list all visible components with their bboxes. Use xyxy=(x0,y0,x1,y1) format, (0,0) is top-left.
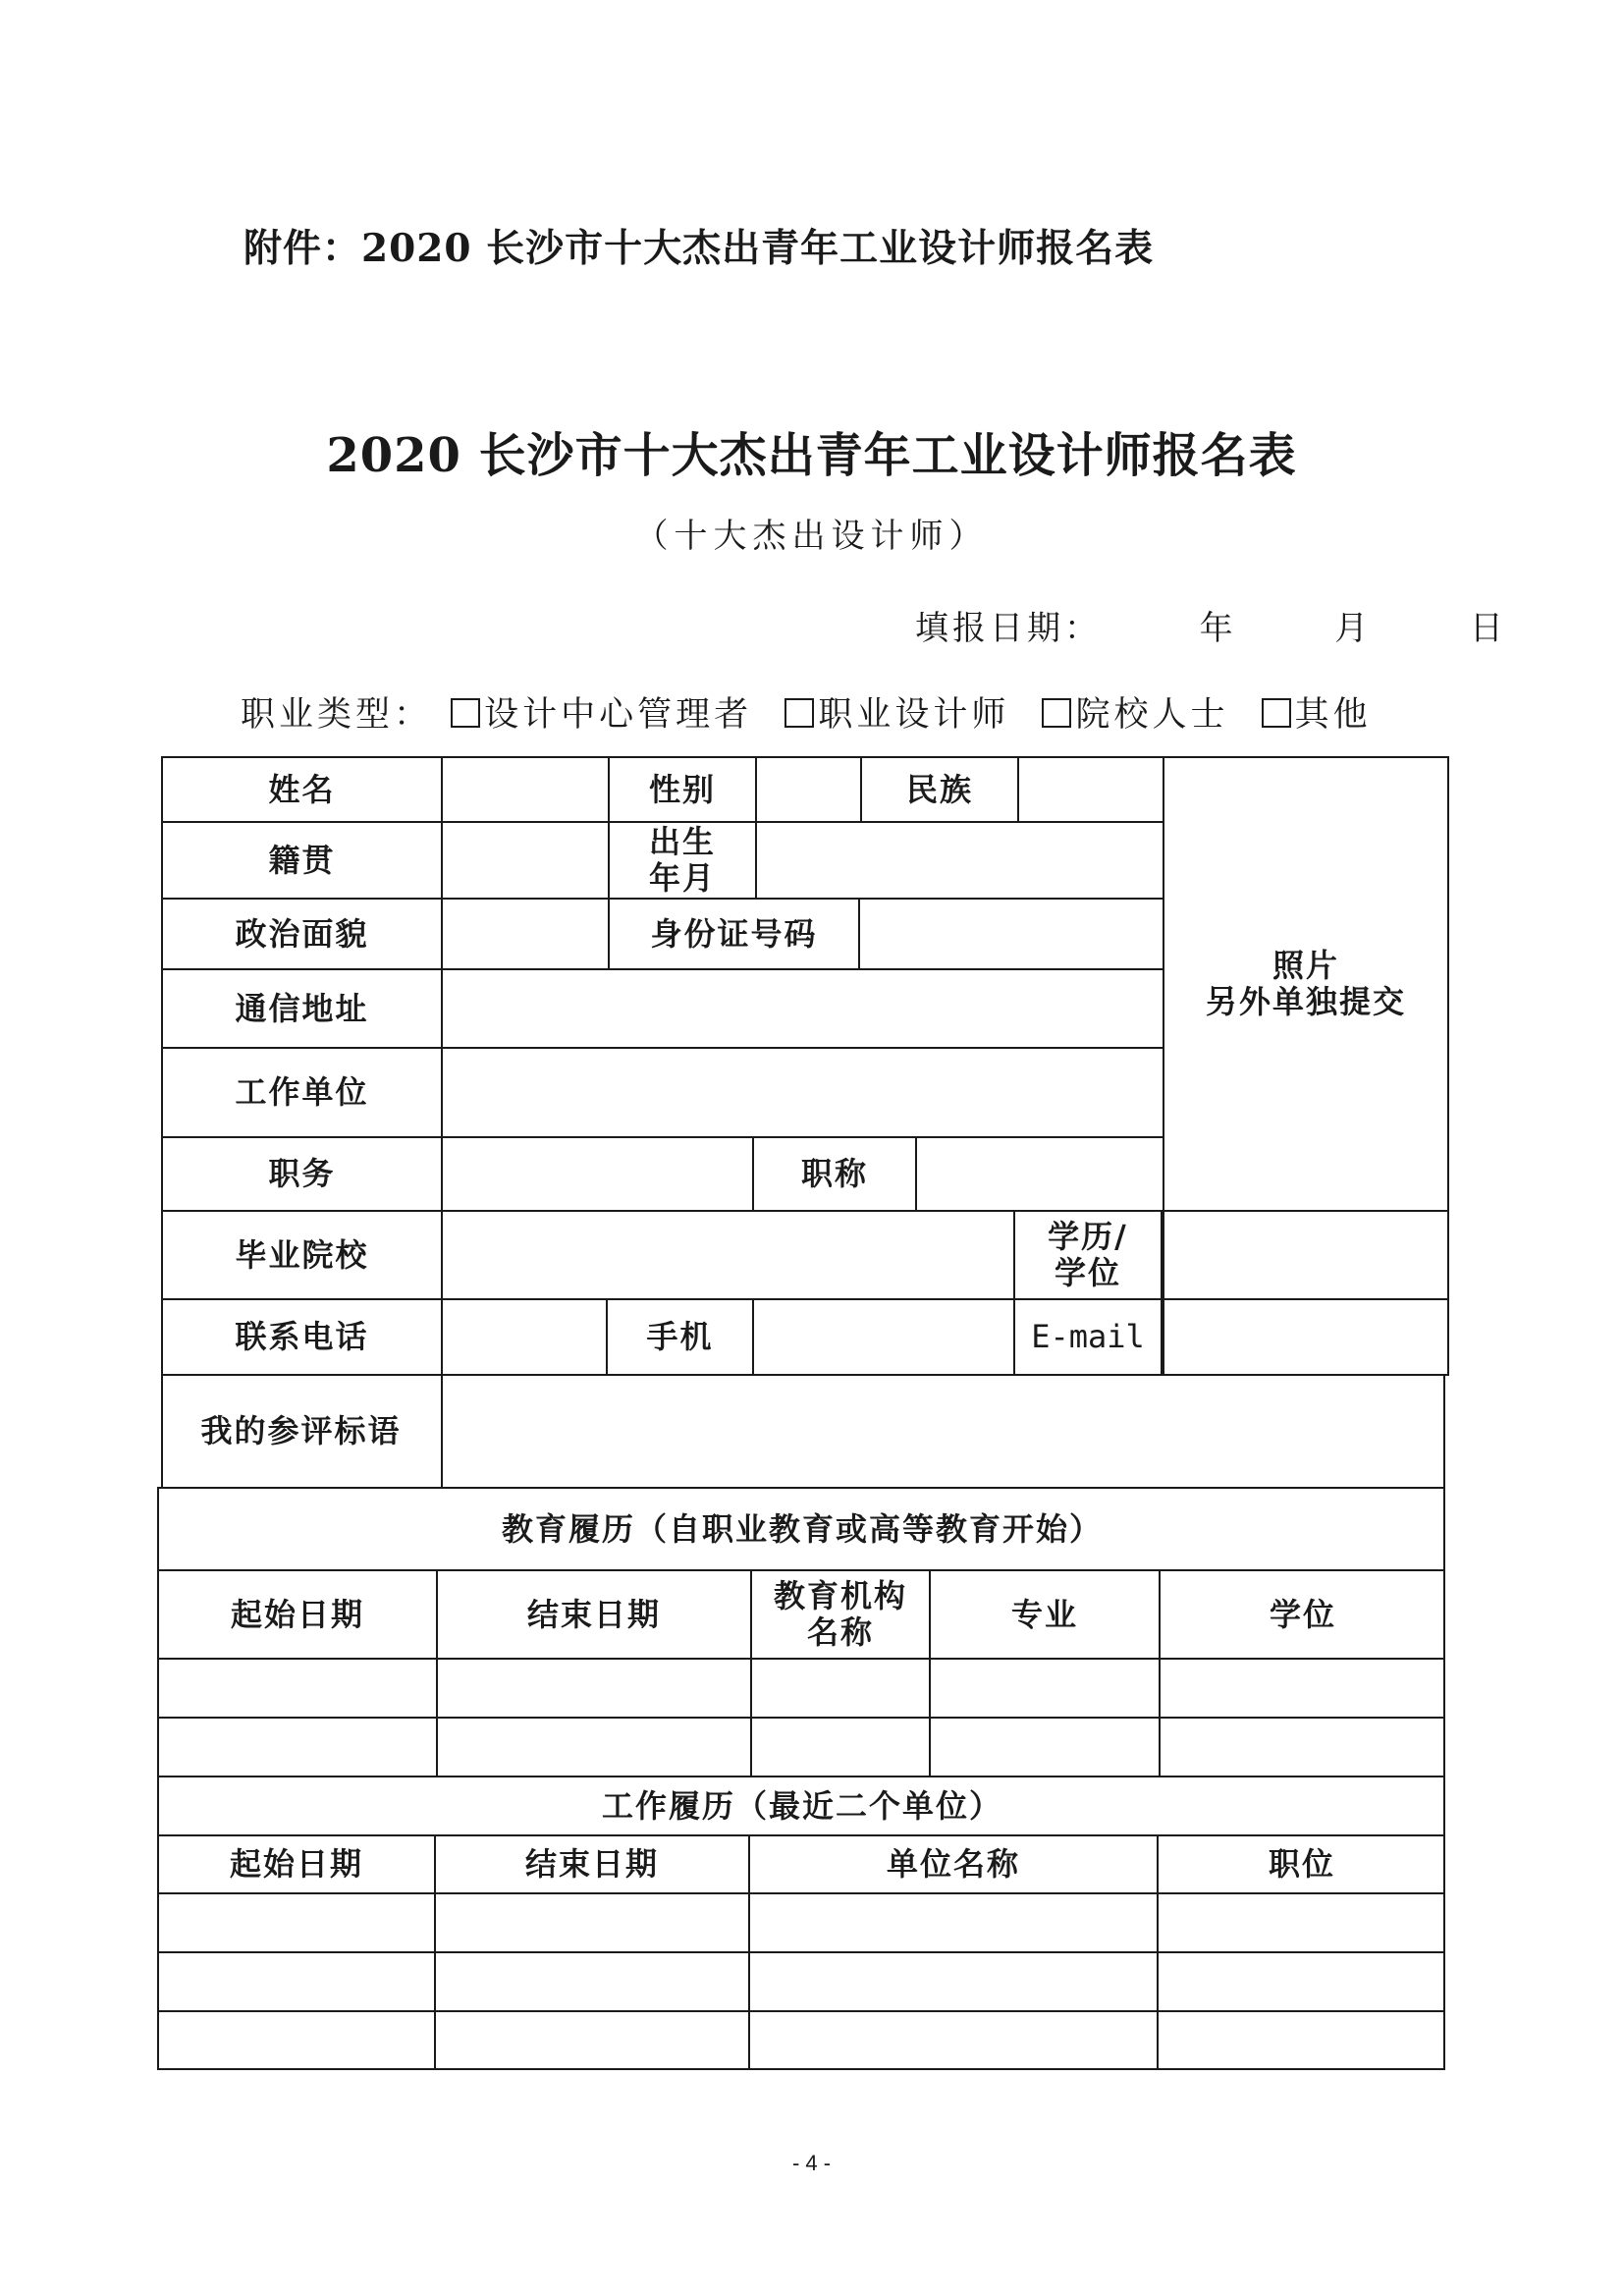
work-company-header: 单位名称 xyxy=(886,1845,1020,1884)
work-row-3[interactable] xyxy=(159,2012,1445,2068)
ethnicity-input[interactable] xyxy=(1019,758,1163,821)
edu-institution-header: 教育机构 名称 xyxy=(773,1577,907,1651)
degree-input[interactable] xyxy=(1163,1212,1447,1298)
native-place-label: 籍贯 xyxy=(268,841,336,879)
work-position-header: 职位 xyxy=(1268,1845,1335,1884)
phone-label: 联系电话 xyxy=(235,1318,369,1356)
school-label: 毕业院校 xyxy=(235,1235,369,1274)
edu-start-header: 起始日期 xyxy=(230,1595,364,1633)
job-title-label: 职称 xyxy=(800,1155,868,1193)
birth-date-label: 出生 年月 xyxy=(648,823,716,897)
work-section-title: 工作履历（最近二个单位） xyxy=(601,1786,1002,1825)
job-type-option-manager[interactable]: 设计中心管理者 xyxy=(447,695,752,735)
edu-row-2[interactable] xyxy=(159,1719,1445,1776)
gender-label: 性别 xyxy=(648,770,716,808)
page-subtitle: （十大杰出设计师） xyxy=(634,517,989,556)
email-input[interactable] xyxy=(1163,1300,1447,1374)
page-number: - 4 - xyxy=(791,2151,832,2175)
work-start-header: 起始日期 xyxy=(229,1845,363,1884)
slogan-label: 我的参评标语 xyxy=(200,1412,402,1450)
political-status-label: 政治面貌 xyxy=(235,914,369,953)
position-label: 职务 xyxy=(268,1155,336,1193)
employer-input[interactable] xyxy=(443,1049,1163,1136)
fill-date-label: 填报日期： xyxy=(915,609,1102,648)
edu-row-1[interactable] xyxy=(159,1660,1445,1717)
email-label: E-mail xyxy=(1031,1318,1145,1356)
id-number-input[interactable] xyxy=(860,900,1163,968)
political-status-input[interactable] xyxy=(443,900,608,968)
attachment-heading: 附件：2020 长沙市十大杰出青年工业设计师报名表 xyxy=(243,226,1155,271)
job-type-label: 职业类型： xyxy=(241,695,433,735)
address-input[interactable] xyxy=(443,970,1163,1047)
birth-date-input[interactable] xyxy=(757,823,1163,898)
job-type-option-other[interactable]: 其他 xyxy=(1258,695,1372,735)
name-label: 姓名 xyxy=(268,770,336,808)
mobile-input[interactable] xyxy=(754,1300,1013,1374)
school-input[interactable] xyxy=(443,1212,1013,1298)
gender-input[interactable] xyxy=(757,758,860,821)
degree-label: 学历/ 学位 xyxy=(1048,1218,1128,1291)
photo-note: 另外单独提交 xyxy=(1205,983,1406,1020)
ethnicity-label: 民族 xyxy=(905,770,973,808)
work-end-header: 结束日期 xyxy=(524,1845,659,1884)
mobile-label: 手机 xyxy=(646,1318,714,1356)
fill-date-year[interactable]: 年 xyxy=(1199,609,1237,648)
job-title-input[interactable] xyxy=(917,1138,1163,1210)
job-type-option-academic[interactable]: 院校人士 xyxy=(1038,695,1228,735)
job-type-option-designer[interactable]: 职业设计师 xyxy=(781,695,1009,735)
address-label: 通信地址 xyxy=(235,989,369,1027)
education-section-title: 教育履历（自职业教育或高等教育开始） xyxy=(501,1509,1103,1548)
work-row-1[interactable] xyxy=(159,1894,1445,1951)
phone-input[interactable] xyxy=(443,1300,606,1374)
id-number-label: 身份证号码 xyxy=(650,914,818,953)
edu-end-header: 结束日期 xyxy=(526,1595,661,1633)
position-input[interactable] xyxy=(443,1138,752,1210)
photo-area xyxy=(1164,758,1447,1210)
fill-date-month[interactable]: 月 xyxy=(1334,609,1373,648)
edu-major-header: 专业 xyxy=(1010,1595,1078,1633)
edu-degree-header: 学位 xyxy=(1269,1595,1336,1633)
photo-label: 照片 xyxy=(1271,947,1339,985)
slogan-input[interactable] xyxy=(443,1376,1445,1487)
page-title: 2020 长沙市十大杰出青年工业设计师报名表 xyxy=(326,428,1297,483)
work-row-2[interactable] xyxy=(159,1953,1445,2010)
employer-label: 工作单位 xyxy=(235,1073,369,1112)
name-input[interactable] xyxy=(443,758,608,821)
fill-date-day[interactable]: 日 xyxy=(1469,609,1507,648)
native-place-input[interactable] xyxy=(443,823,608,898)
